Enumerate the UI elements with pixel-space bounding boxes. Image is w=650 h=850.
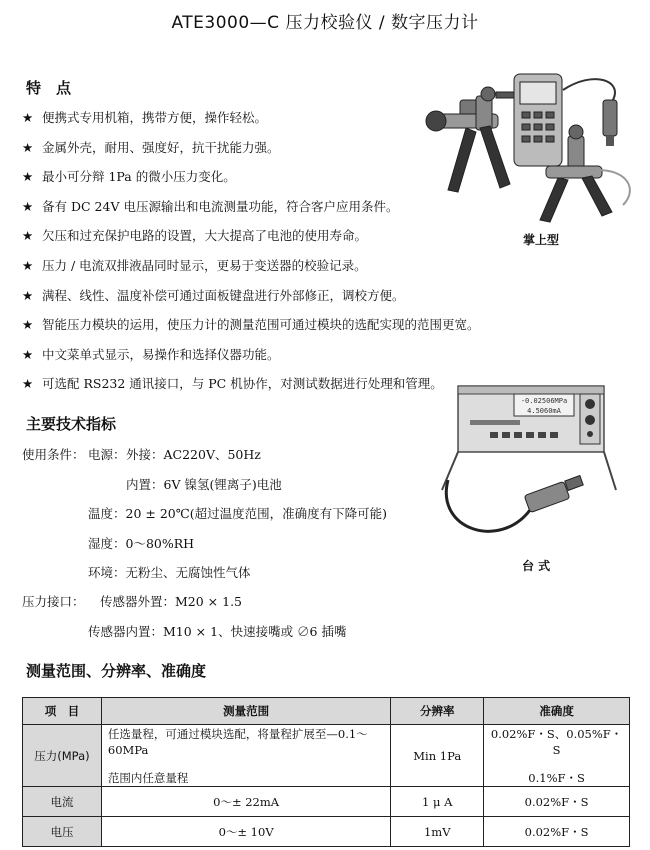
header-item: 项 目 xyxy=(23,698,102,725)
row-resolution: 1mV xyxy=(391,817,484,847)
row-accuracy: 0.02%F・S xyxy=(484,787,630,817)
header-accuracy: 准确度 xyxy=(484,698,630,725)
star-icon: ★ xyxy=(22,139,34,155)
features-list xyxy=(22,108,482,404)
feature-item xyxy=(22,374,482,404)
table-heading: 测量范围、分辨率、准确度 xyxy=(26,662,207,680)
power-internal: 内置：6V 镍氢(锂离子)电池 xyxy=(126,477,282,492)
star-icon: ★ xyxy=(22,376,34,392)
feature-item xyxy=(22,167,482,197)
feature-text: 压力 / 电流双排液晶同时显示，更易于变送器的校验记录。 xyxy=(42,257,367,273)
row-resolution: 1 μ A xyxy=(391,787,484,817)
feature-item xyxy=(22,138,482,168)
star-icon: ★ xyxy=(22,287,34,303)
sensor-external-spec: 传感器外置：M20 × 1.5 xyxy=(100,594,243,609)
range-line: 任选量程，可通过模块选配，将量程扩展至—0.1～60MPa xyxy=(107,726,368,757)
sensor-internal-spec: 传感器内置：M10 × 1、快速接嘴或 ∅6 插嘴 xyxy=(88,624,347,639)
row-range: 0～± 22mA xyxy=(101,787,390,817)
feature-text: 便携式专用机箱，携带方便，操作轻松。 xyxy=(42,110,268,125)
star-icon: ★ xyxy=(22,257,34,273)
features-heading: 特 点 xyxy=(26,79,72,97)
desktop-caption: 台 式 xyxy=(522,559,551,573)
header-range: 测量范围 xyxy=(101,698,390,725)
table-row xyxy=(23,725,630,787)
star-icon: ★ xyxy=(22,317,34,333)
feature-item xyxy=(22,286,482,316)
feature-item xyxy=(22,108,482,138)
feature-text: 可选配 RS232 通讯接口，与 PC 机协作，对测试数据进行处理和管理。 xyxy=(42,376,443,392)
feature-item xyxy=(22,256,482,286)
accuracy-line: 0.1%F・S xyxy=(528,770,585,785)
row-item: 电流 xyxy=(23,787,102,817)
temperature-spec: 温度：20 ± 20℃(超过温度范围，准确度有下降可能) xyxy=(88,506,387,521)
table-header-row xyxy=(23,698,630,725)
pressure-interface-label: 压力接口： xyxy=(22,594,85,609)
feature-text: 金属外壳，耐用、强度好，抗干扰能力强。 xyxy=(42,139,280,155)
display-line2: 4.5060mA xyxy=(527,407,561,415)
power-external: 外接：AC220V、50Hz xyxy=(126,447,261,462)
feature-item xyxy=(22,197,482,227)
environment-spec: 环境：无粉尘、无腐蚀性气体 xyxy=(88,565,251,580)
star-icon: ★ xyxy=(22,228,34,244)
row-resolution: Min 1Pa xyxy=(391,725,484,787)
row-accuracy xyxy=(484,725,630,787)
humidity-spec: 湿度：0～80%RH xyxy=(88,536,195,551)
specs-heading: 主要技术指标 xyxy=(26,415,117,433)
display-line1: -0.02506MPa xyxy=(520,397,568,405)
header-resolution: 分辨率 xyxy=(391,698,484,725)
range-line: 范围内任意量程 xyxy=(107,770,189,785)
handheld-product-image xyxy=(418,70,648,230)
row-accuracy: 0.02%F・S xyxy=(484,817,630,847)
table-row xyxy=(23,817,630,847)
desktop-product-image xyxy=(440,380,630,560)
feature-item xyxy=(22,226,482,256)
feature-text: 智能压力模块的运用，使压力计的测量范围可通过模块的选配实现的范围更宽。 xyxy=(42,317,480,333)
table-row xyxy=(23,787,630,817)
accuracy-line: 0.02%F・S、0.05%F・S xyxy=(490,726,623,757)
feature-text: 备有 DC 24V 电压源输出和电流测量功能，符合客户应用条件。 xyxy=(42,198,399,214)
row-item: 电压 xyxy=(23,817,102,847)
row-range xyxy=(101,725,390,787)
row-range: 0～± 10V xyxy=(101,817,390,847)
star-icon: ★ xyxy=(22,346,34,362)
usage-conditions-label: 使用条件： xyxy=(22,447,85,462)
star-icon: ★ xyxy=(22,169,34,185)
page-title: ATE3000—C 压力校验仪 / 数字压力计 xyxy=(171,13,479,33)
feature-text: 满程、线性、温度补偿可通过面板键盘进行外部修正，调校方便。 xyxy=(42,287,405,303)
power-label: 电源： xyxy=(88,447,126,462)
feature-item xyxy=(22,315,482,345)
feature-text: 欠压和过充保护电路的设置，大大提高了电池的使用寿命。 xyxy=(42,228,368,244)
handheld-caption: 掌上型 xyxy=(523,233,560,247)
star-icon: ★ xyxy=(22,110,34,125)
feature-text: 中文菜单式显示，易操作和选择仪器功能。 xyxy=(42,346,280,362)
spec-table xyxy=(22,697,630,847)
row-item: 压力(MPa) xyxy=(23,725,102,787)
star-icon: ★ xyxy=(22,198,34,214)
feature-item xyxy=(22,345,482,375)
feature-text: 最小可分辩 1Pa 的微小压力变化。 xyxy=(42,169,236,185)
